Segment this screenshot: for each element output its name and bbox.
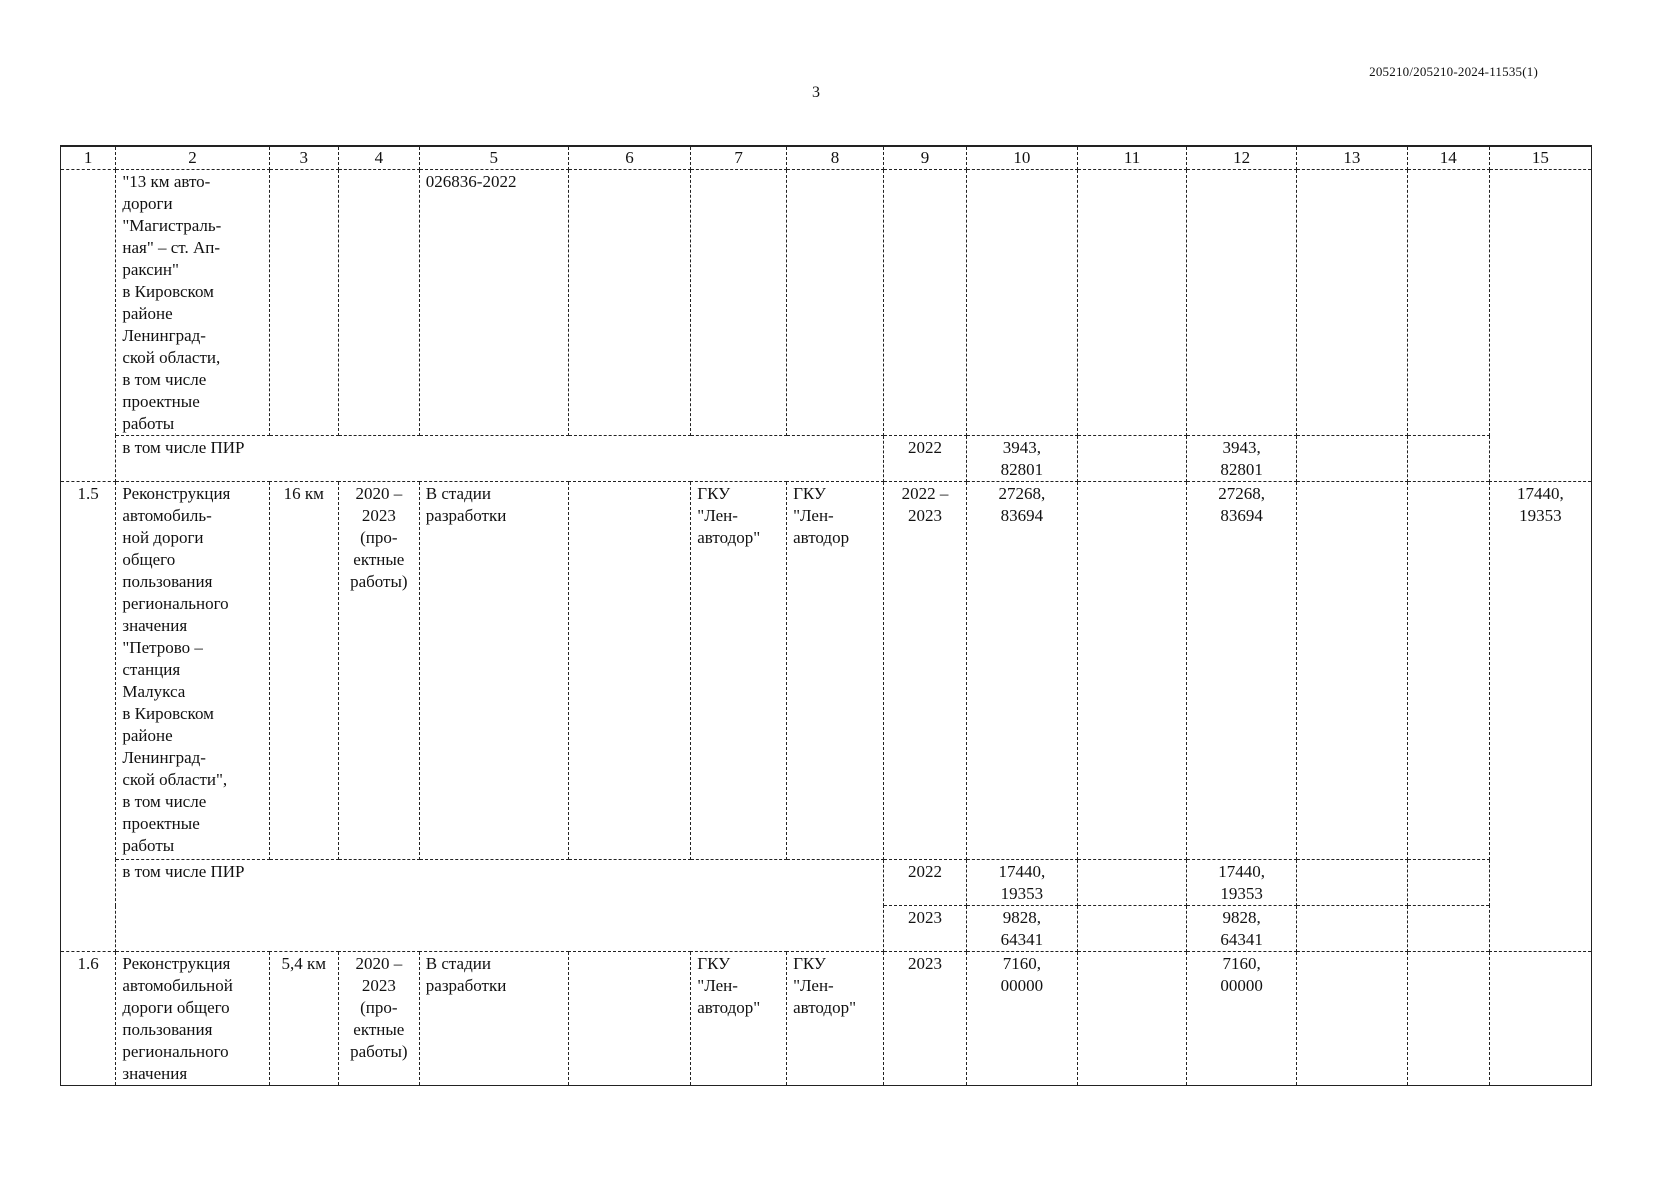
row-number-cell — [61, 170, 116, 482]
column-header: 11 — [1077, 146, 1187, 170]
length-cell — [269, 170, 338, 436]
status-cell: В стадии разработки — [419, 952, 568, 1086]
column-header: 5 — [419, 146, 568, 170]
row-number-cell: 1.6 — [61, 952, 116, 1086]
year-cell: 2023 — [883, 952, 966, 1086]
column-header: 8 — [787, 146, 884, 170]
data-table — [60, 145, 1592, 1086]
customer-cell: ГКУ "Лен- автодор" — [691, 952, 787, 1086]
table-row — [61, 482, 1592, 860]
document-registration-number: 205210/205210-2024-11535(1) — [1369, 64, 1538, 79]
page-number: 3 — [812, 84, 820, 101]
amount-cell: 9828, 64341 — [966, 906, 1077, 952]
column-header: 15 — [1489, 146, 1591, 170]
column-header: 7 — [691, 146, 787, 170]
year-cell: 2022 — [883, 436, 966, 482]
pir-label-cell: в том числе ПИР — [116, 860, 884, 952]
years-cell: 2022 – 2023 — [883, 482, 966, 860]
column-header: 6 — [568, 146, 690, 170]
amount-cell: 7160, 00000 — [966, 952, 1077, 1086]
customer-cell: ГКУ "Лен- автодор" — [691, 482, 787, 860]
amount-cell: 7160, 00000 — [1187, 952, 1297, 1086]
period-cell — [338, 170, 419, 436]
column-header: 13 — [1297, 146, 1408, 170]
table-row — [61, 952, 1592, 1086]
developer-cell: ГКУ "Лен- автодор" — [787, 952, 884, 1086]
column-header: 12 — [1187, 146, 1297, 170]
amount-cell: 17440, 19353 — [966, 860, 1077, 906]
column-header: 14 — [1407, 146, 1489, 170]
object-name-cell: "13 км авто- дороги "Магистраль- ная" – ст. Ап- раксин" в Кировском районе Ленинград- ской области, в том числе проектные работы — [116, 170, 269, 436]
row-number-cell: 1.5 — [61, 482, 116, 952]
column-header: 4 — [338, 146, 419, 170]
amount-cell: 3943, 82801 — [966, 436, 1077, 482]
document-cell: 026836-2022 — [419, 170, 568, 436]
amount-cell: 3943, 82801 — [1187, 436, 1297, 482]
amount-cell: 27268, 83694 — [966, 482, 1077, 860]
amount-cell: 27268, 83694 — [1187, 482, 1297, 860]
column-header: 1 — [61, 146, 116, 170]
table-row-pir — [61, 860, 1592, 906]
status-cell: В стадии разработки — [419, 482, 568, 860]
column-number-header — [61, 146, 1592, 170]
object-name-cell: Реконструкция автомобильной дороги общего пользования регионального значения — [116, 952, 269, 1086]
period-cell: 2020 – 2023 (про- ектные работы) — [338, 952, 419, 1086]
table-row — [61, 170, 1592, 436]
column-header: 10 — [966, 146, 1077, 170]
developer-cell: ГКУ "Лен- автодор — [787, 482, 884, 860]
table-row-pir — [61, 436, 1592, 482]
length-cell: 5,4 км — [269, 952, 338, 1086]
length-cell: 16 км — [269, 482, 338, 860]
column-header: 2 — [116, 146, 269, 170]
amount-cell: 17440, 19353 — [1187, 860, 1297, 906]
column-header: 9 — [883, 146, 966, 170]
column-header: 3 — [269, 146, 338, 170]
period-cell: 2020 – 2023 (про- ектные работы) — [338, 482, 419, 860]
amount-cell: 17440, 19353 — [1489, 482, 1591, 952]
year-cell: 2022 — [883, 860, 966, 906]
object-name-cell: Реконструкция автомобиль- ной дороги общего пользования регионального значения "Петрово – станция Малукса в Кировском районе Ленинград- ской области", в том числе проектные работы — [116, 482, 269, 860]
year-cell: 2023 — [883, 906, 966, 952]
pir-label-cell: в том числе ПИР — [116, 436, 884, 482]
amount-cell: 9828, 64341 — [1187, 906, 1297, 952]
